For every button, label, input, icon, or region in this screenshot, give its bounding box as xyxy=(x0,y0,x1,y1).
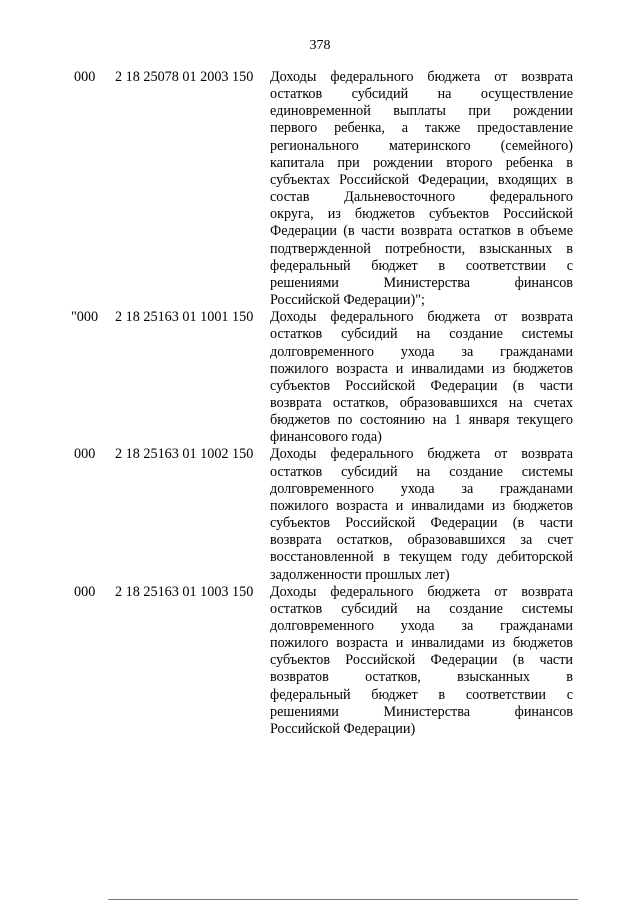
admin-code: "000 xyxy=(71,309,99,326)
description-line: федеральный бюджет в соответствии с xyxy=(270,686,573,703)
description-line: остатков субсидий на создание системы xyxy=(270,326,573,343)
description-line: округа, из бюджетов субъектов Российской xyxy=(270,206,573,223)
budget-code-entry xyxy=(0,446,640,583)
code-description xyxy=(270,69,573,309)
description-line: восстановленной в текущем году дебиторской xyxy=(270,549,573,566)
code-description xyxy=(270,446,573,583)
budget-classification-code: 2 18 25163 01 1002 150 xyxy=(115,446,254,463)
description-line: Доходы федерального бюджета от возврата xyxy=(270,309,573,326)
description-line: решениями Министерства финансов xyxy=(270,703,573,720)
budget-code-entry xyxy=(0,69,640,309)
description-line: федеральный бюджет в соответствии с xyxy=(270,257,573,274)
description-line: капитала при рождении второго ребенка в xyxy=(270,154,573,171)
description-line: Доходы федерального бюджета от возврата xyxy=(270,69,573,85)
description-line: долговременного ухода за гражданами xyxy=(270,480,573,497)
description-line: остатков субсидий на осуществление xyxy=(270,86,573,103)
admin-code: 000 xyxy=(74,69,96,85)
budget-code-entry xyxy=(0,309,640,446)
description-line: остатков субсидий на создание системы xyxy=(270,463,573,480)
description-line: субъектов Российской Федерации (в части xyxy=(270,515,573,532)
description-line: пожилого возраста и инвалидами из бюджетов xyxy=(270,497,573,514)
page-number: 378 xyxy=(309,38,331,53)
description-line: возврата остатков, образовавшихся на счетах xyxy=(270,394,573,411)
budget-code-list xyxy=(0,69,640,738)
description-line: финансового года) xyxy=(270,429,382,446)
description-line: Федерации (в части возврата остатков в объеме xyxy=(270,223,573,240)
description-line: остатков субсидий на создание системы xyxy=(270,600,573,617)
description-line: Доходы федерального бюджета от возврата xyxy=(270,446,573,463)
description-line: первого ребенка, а также предоставление xyxy=(270,120,573,137)
budget-classification-code: 2 18 25163 01 1003 150 xyxy=(115,583,254,600)
budget-classification-code: 2 18 25163 01 1001 150 xyxy=(115,309,254,326)
description-line: единовременной выплаты при рождении xyxy=(270,103,573,120)
description-line: решениями Министерства финансов xyxy=(270,274,573,291)
code-description xyxy=(270,309,573,446)
description-line: регионального материнского (семейного) xyxy=(270,137,573,154)
description-line: долговременного ухода за гражданами xyxy=(270,618,573,634)
budget-classification-code: 2 18 25078 01 2003 150 xyxy=(115,69,254,85)
description-line: Российской Федерации) xyxy=(270,720,416,737)
description-line: субъектов Российской Федерации (в части xyxy=(270,377,573,394)
description-line: задолженности прошлых лет) xyxy=(270,566,450,583)
description-line: субъектах Российской Федерации, входящих в xyxy=(270,171,573,188)
description-line: субъектов Российской Федерации (в части xyxy=(270,652,573,669)
description-line: подтвержденной потребности, взысканных в xyxy=(270,240,573,257)
description-line: пожилого возраста и инвалидами из бюджетов xyxy=(270,360,573,377)
description-line: бюджетов по состоянию на 1 января текущего xyxy=(270,412,573,429)
description-line: Российской Федерации)"; xyxy=(270,292,425,309)
description-line: состав Дальневосточного федерального xyxy=(270,189,573,206)
budget-code-entry xyxy=(0,584,640,738)
description-line: пожилого возраста и инвалидами из бюджетов xyxy=(270,635,573,652)
admin-code: 000 xyxy=(74,583,96,600)
description-line: возвратов остатков, взысканных в xyxy=(270,669,573,686)
code-description xyxy=(270,584,573,738)
admin-code: 000 xyxy=(74,446,96,463)
page-bottom-rule xyxy=(108,899,578,900)
description-line: долговременного ухода за гражданами xyxy=(270,343,573,360)
description-line: возврата остатков, образовавшихся за счет xyxy=(270,532,573,549)
description-line: Доходы федерального бюджета от возврата xyxy=(270,583,573,600)
